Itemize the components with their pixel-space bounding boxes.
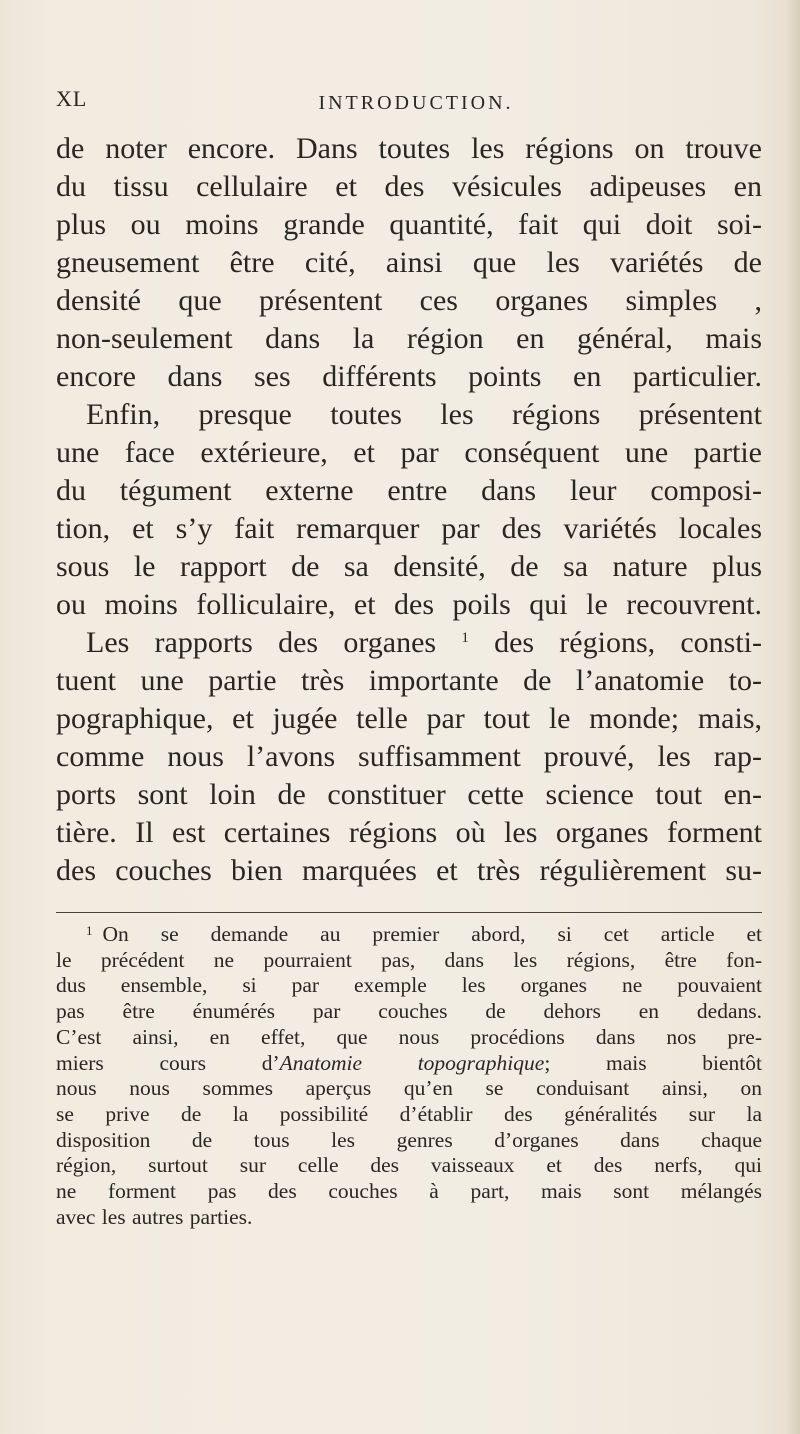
text-line: tion, et s’y fait remarquer par des variétés locales bbox=[56, 512, 762, 545]
footnote-line: avec les autres parties. bbox=[56, 1204, 253, 1229]
footnote-line: région, surtout sur celle des vaisseaux et des nerfs, qui bbox=[56, 1153, 762, 1178]
text-line: ports sont loin de constituer cette science tout en- bbox=[56, 778, 762, 811]
text-line: densité que présentent ces organes simples , bbox=[56, 284, 762, 317]
page-edge-shadow bbox=[786, 0, 800, 1434]
page-header bbox=[56, 86, 756, 126]
text-segment: On se demande au premier abord, si cet article et bbox=[102, 922, 762, 946]
text-segment: Les rapports des organes bbox=[86, 626, 437, 659]
running-title: INTRODUCTION. bbox=[318, 92, 514, 114]
text-line: ou moins folliculaire, et des poils qui le recouvrent. bbox=[56, 588, 762, 621]
text-segment: des régions, consti- bbox=[494, 626, 763, 659]
text-line: sous le rapport de sa densité, de sa nature plus bbox=[56, 550, 762, 583]
text-line: tuent une partie très importante de l’anatomie to- bbox=[56, 664, 762, 697]
footnote-line: C’est ainsi, en effet, que nous procédions dans nos pre- bbox=[56, 1024, 762, 1049]
main-text bbox=[56, 130, 762, 890]
text-line: du tégument externe entre dans leur composi- bbox=[56, 474, 762, 507]
page-folio: XL bbox=[56, 86, 88, 111]
footnote-line: nous nous sommes aperçus qu’en se conduisant ainsi, on bbox=[56, 1076, 762, 1101]
footnote-line: ne forment pas des couches à part, mais sont mélangés bbox=[56, 1179, 762, 1204]
text-line: une face extérieure, et par conséquent une partie bbox=[56, 436, 762, 469]
text-segment: ; mais bientôt bbox=[544, 1050, 762, 1075]
footnote-line: pas être énumérés par couches de dehors en dedans. bbox=[56, 999, 762, 1024]
footnote-mark: 1 bbox=[86, 923, 93, 938]
book-title: Anatomie topographique bbox=[279, 1050, 545, 1075]
footnote-line bbox=[56, 1051, 762, 1077]
footnote-divider bbox=[56, 912, 762, 913]
footnote-line: disposition de tous les genres d’organes dans chaque bbox=[56, 1127, 762, 1152]
footnote-line: dus ensemble, si par exemple les organes ne pouvaient bbox=[56, 973, 762, 998]
text-line: non-seulement dans la région en général, mais bbox=[56, 322, 762, 355]
footnote-line bbox=[56, 922, 762, 948]
footnote-line: le précédent ne pourraient pas, dans les régions, être fon- bbox=[56, 947, 762, 972]
text-line: des couches bien marquées et très régulièrement su- bbox=[56, 854, 762, 887]
text-line: plus ou moins grande quantité, fait qui doit soi- bbox=[56, 208, 762, 241]
text-line: encore dans ses différents points en particulier. bbox=[56, 360, 762, 393]
text-line bbox=[56, 624, 762, 662]
text-line: Enfin, presque toutes les régions présentent bbox=[86, 398, 762, 431]
text-line: gneusement être cité, ainsi que les variétés de bbox=[56, 246, 762, 279]
text-segment: miers cours d’ bbox=[56, 1050, 280, 1075]
text-line: du tissu cellulaire et des vésicules adipeuses en bbox=[56, 170, 762, 203]
text-line: comme nous l’avons suffisamment prouvé, les rap- bbox=[56, 740, 762, 773]
footnote-line: se prive de la possibilité d’établir des généralités sur la bbox=[56, 1101, 762, 1126]
text-line: de noter encore. Dans toutes les régions on trouve bbox=[56, 132, 762, 165]
footnote-reference[interactable]: 1 bbox=[461, 630, 469, 646]
text-line: tière. Il est certaines régions où les organes forment bbox=[56, 816, 762, 849]
text-line: pographique, et jugée telle par tout le monde; mais, bbox=[56, 702, 762, 735]
footnote bbox=[56, 922, 762, 1230]
